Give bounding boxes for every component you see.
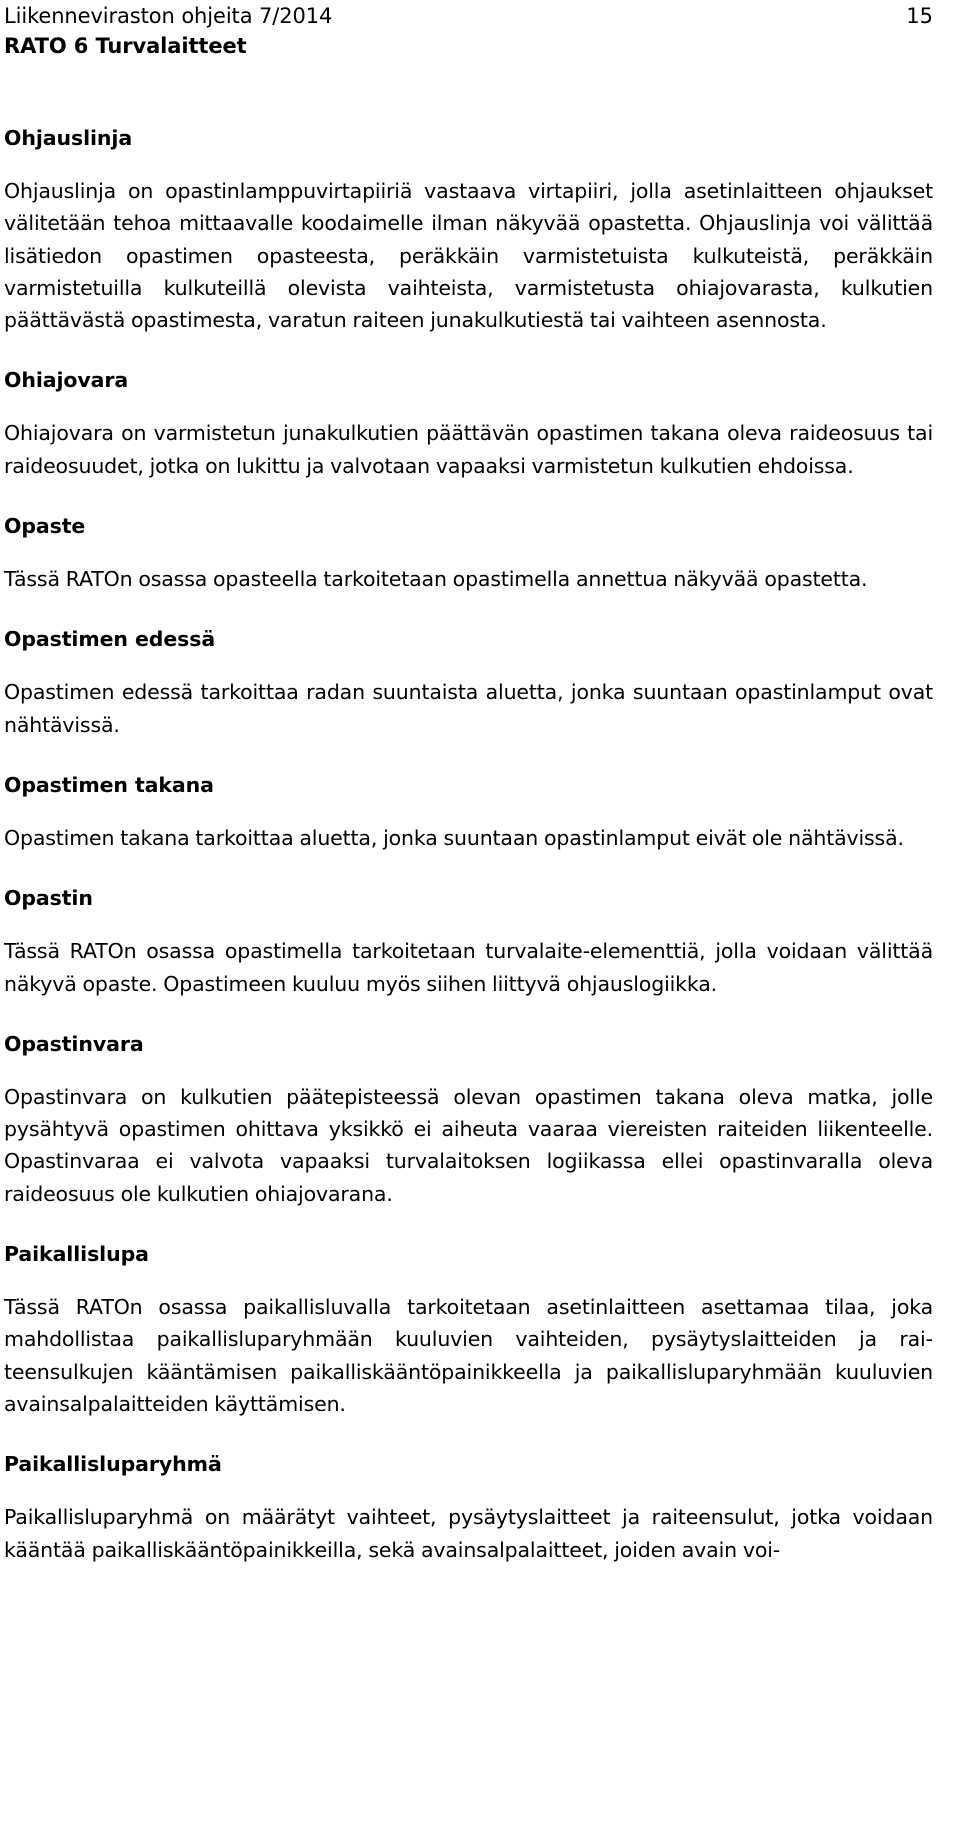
- definition-text: Ohiajovara on varmistetun junakulkutien päättävän opastimen takana oleva raideosuus tai raideosuudet, jotka on lukittu ja valvotaan vapaaksi varmistetun kulkutien ehdoissa.: [4, 421, 933, 478]
- definition-paikallisluparyhma: [4, 1448, 933, 1566]
- definition-term: Opastin: [4, 886, 93, 911]
- definition-text: Ohjauslinja on opastinlamppuvirtapiiriä vastaava virtapiiri, jolla asetinlaitteen ohjaukset välitetään tehoa mittaavalle koodaimelle ilman näkyvää opastetta. Ohjauslinja voi välittää lisätiedon opastimen opasteesta, peräkkäin varmistetuista kulkuteistä, peräkkäin varmistetuilla kulkuteillä olevista vaihteista, varmistetusta ohiajovarasta, kulkutien päättävästä opastimesta, varatun raiteen junakulkutiestä tai vaihteen asennosta.: [4, 179, 933, 333]
- definition-text: Paikallisluparyhmä on määrätyt vaihteet, pysäytyslaitteet ja raiteensulut, jotka voidaan kääntää paikalliskääntöpainikkeilla, sekä avainsalpalaitteet, joiden avain voi-: [4, 1505, 933, 1562]
- definition-term: Opastimen edessä: [4, 627, 216, 652]
- definition-text: Tässä RATOn osassa opastimella tarkoitetaan turvalaite-elementtiä, jolla voidaan välittää näkyvä opaste. Opastimeen kuuluu myös siihen liittyvä ohjauslogiikka.: [4, 939, 933, 996]
- definition-term: Paikallislupa: [4, 1242, 149, 1267]
- definition-text: Opastimen edessä tarkoittaa radan suuntaista aluetta, jonka suuntaan opastinlamput ovat nähtävissä.: [4, 680, 933, 737]
- definition-opastin: [4, 882, 933, 1000]
- page-number: 15: [906, 4, 933, 28]
- definition-text: Tässä RATOn osassa opasteella tarkoitetaan opastimella annettua näkyvää opastetta.: [4, 567, 868, 592]
- definition-opastimen-takana: [4, 769, 933, 854]
- definitions-list: [4, 122, 933, 1566]
- definition-text: Opastinvara on kulkutien päätepisteessä olevan opastimen takana oleva matka, jolle pysähtyvä opastimen ohittava yksikkö ei aiheuta vaaraa viereisten raiteiden liikenteelle. Opastinvaraa ei valvota vapaaksi turvalaitoksen logiikassa ellei opastinvaralla oleva raideosuus ole kulkutien ohiajovarana.: [4, 1084, 933, 1206]
- definition-opaste: [4, 510, 933, 595]
- definition-term: Opastinvara: [4, 1031, 144, 1056]
- definition-term: Opaste: [4, 514, 86, 539]
- definition-text: Tässä RATOn osassa paikallisluvalla tarkoitetaan asetinlaitteen asettamaa tilaa, joka mahdollistaa paikallisluparyhmään kuuluvien vaihteiden, pysäytyslaitteiden ja raiteensulkujen kääntämisen paikalliskääntöpainikkeella ja paikallisluparyhmään kuuluvien avainsalpalaitteiden käyttämisen.: [4, 1295, 933, 1416]
- definition-ohjauslinja: [4, 122, 933, 336]
- definition-term: Paikallisluparyhmä: [4, 1452, 222, 1477]
- publication-title: Liikenneviraston ohjeita 7/2014: [4, 4, 333, 28]
- definition-term: Opastimen takana: [4, 772, 214, 797]
- definition-ohiajovara: [4, 364, 933, 482]
- running-header: [4, 0, 933, 67]
- definition-term: Ohiajovara: [4, 368, 129, 393]
- definition-opastimen-edessa: [4, 623, 933, 741]
- definition-opastinvara: [4, 1028, 933, 1210]
- definition-term: Ohjauslinja: [4, 126, 133, 150]
- section-title: RATO 6 Turvalaitteet: [4, 34, 247, 58]
- definition-paikallislupa: [4, 1238, 933, 1420]
- definition-text: Opastimen takana tarkoittaa aluetta, jonka suuntaan opastinlamput eivät ole nähtävissä.: [4, 825, 904, 850]
